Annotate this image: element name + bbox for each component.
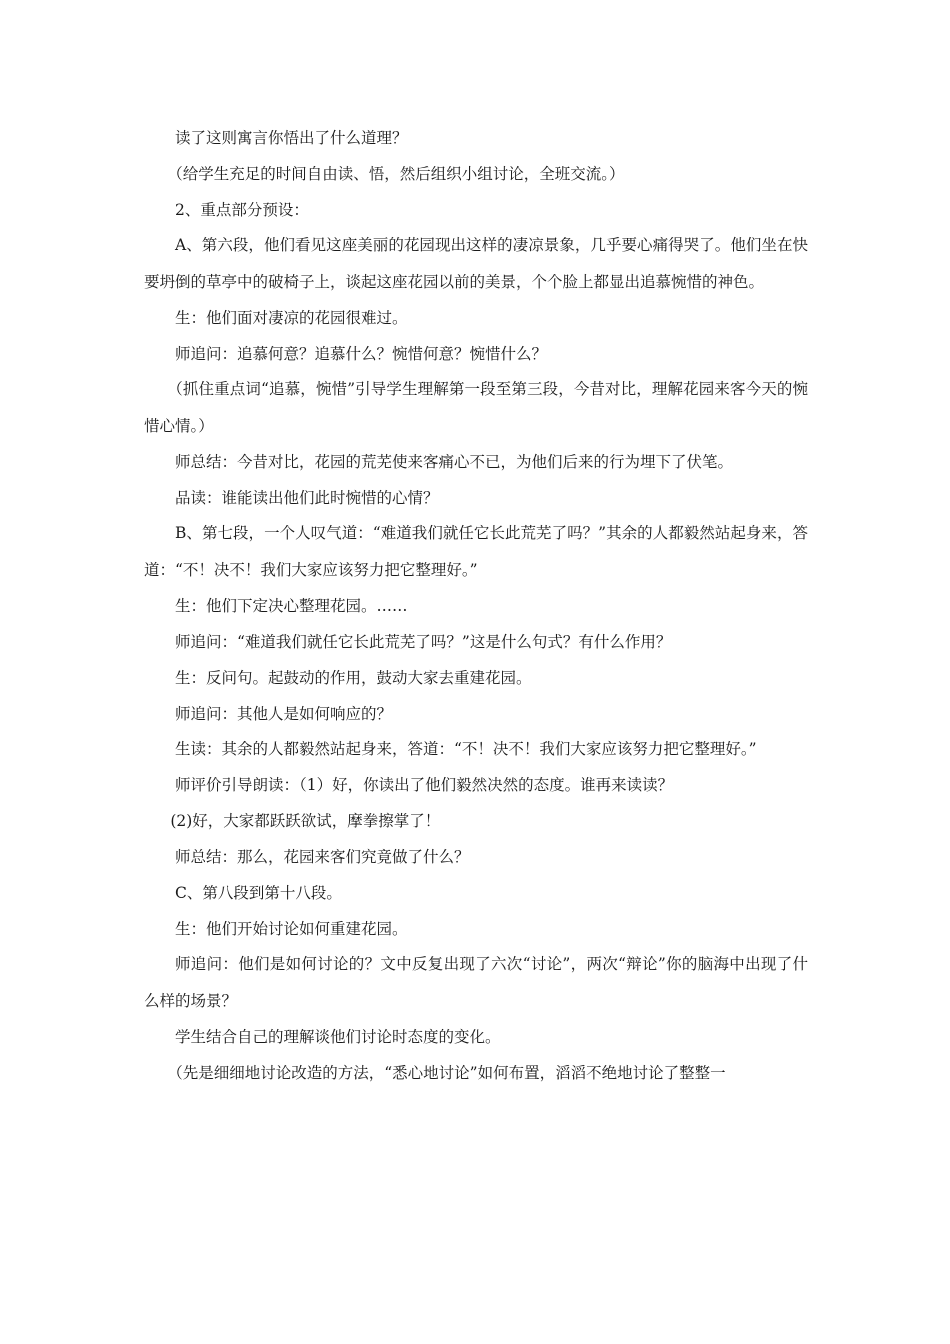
paragraph-5: 生：他们面对凄凉的花园很难过。 [175,309,408,327]
paragraph-20: 生：他们开始讨论如何重建花园。 [175,920,408,938]
paragraph-22: 学生结合自己的理解谈他们讨论时态度的变化。 [175,1028,501,1046]
paragraph-17: (2)好，大家都跃跃欲试，摩拳擦掌了！ [170,812,441,830]
paragraph-2: （给学生充足的时间自由读、悟，然后组织小组讨论，全班交流。） [167,165,625,183]
paragraph-13: 生：反问句。起鼓动的作用，鼓动大家去重建花园。 [175,669,532,687]
paragraph-1: 读了这则寓言你悟出了什么道理？ [175,129,408,147]
paragraph-10: B、第七段，一个人叹气道：“难道我们就任它长此荒芜了吗？”其余的人都毅然站起身来，答道：“不！决不！我们大家应该努力把它整理好。” [144,524,808,579]
paragraph-18: 师总结：那么，花园来客们究竟做了什么？ [175,848,470,866]
document-body [144,128,808,1083]
paragraph-6: 师追问：追慕何意？追慕什么？惋惜何意？惋惜什么？ [175,345,548,363]
paragraph-16: 师评价引导朗读：（1）好，你读出了他们毅然决然的态度。谁再来读读？ [175,776,674,794]
paragraph-23: （先是细细地讨论改造的方法，“悉心地讨论”如何布置，滔滔不绝地讨论了整整一 [167,1064,726,1082]
paragraph-21: 师追问：他们是如何讨论的？文中反复出现了六次“讨论”，两次“辩论”你的脑海中出现了什么样的场景？ [144,955,808,1010]
paragraph-4: A、第六段，他们看见这座美丽的花园现出这样的凄凉景象，几乎要心痛得哭了。他们坐在快要坍倒的草亭中的破椅子上，谈起这座花园以前的美景，个个脸上都显出追慕惋惜的神色。 [144,236,808,291]
paragraph-7: （抓住重点词“追慕，惋惜”引导学生理解第一段至第三段，今昔对比，理解花园来客今天的惋惜心情。） [144,380,808,435]
paragraph-3: 2、重点部分预设： [175,201,309,219]
paragraph-15: 生读：其余的人都毅然站起身来，答道：“不！决不！我们大家应该努力把它整理好。” [175,740,757,758]
paragraph-12: 师追问：“难道我们就任它长此荒芜了吗？”这是什么句式？有什么作用？ [175,633,672,651]
paragraph-11: 生：他们下定决心整理花园。…… [175,597,408,615]
paragraph-14: 师追问：其他人是如何响应的？ [175,705,393,723]
paragraph-9: 品读：谁能读出他们此时惋惜的心情？ [175,489,439,507]
paragraph-19: C、第八段到第十八段。 [175,884,342,902]
paragraph-8: 师总结：今昔对比，花园的荒芜使来客痛心不已，为他们后来的行为埋下了伏笔。 [175,453,734,471]
